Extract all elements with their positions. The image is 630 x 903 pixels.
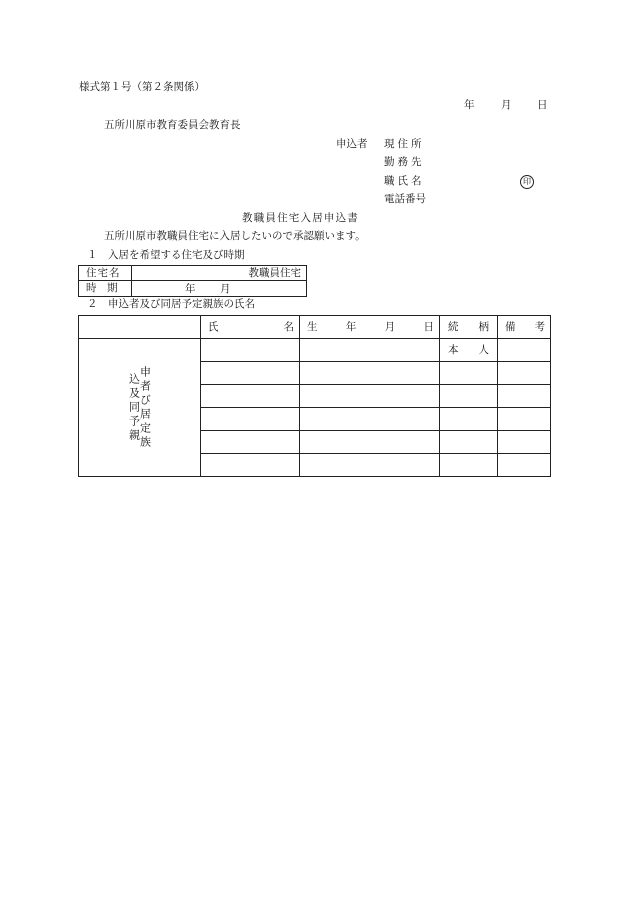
period-value-cell (132, 281, 307, 297)
form-number: 様式第１号（第２条関係） (79, 81, 205, 93)
family-table (78, 315, 551, 477)
side-label-col2: 込及同予親 (127, 372, 141, 443)
table-cell (300, 454, 440, 477)
period-label-cell: 時 期 (79, 281, 132, 297)
remarks-header: 備 考 (498, 316, 551, 339)
section1-heading: １ 入居を希望する住宅及び時期 (87, 249, 245, 261)
intro-text: 五所川原市教職員住宅に入居したいので承認願います。 (104, 230, 366, 242)
table-cell (498, 362, 551, 385)
family-side-label (79, 339, 201, 477)
table-cell (300, 362, 440, 385)
addressee: 五所川原市教育委員会教育長 (104, 119, 241, 131)
housing-name-value-cell: 教職員住宅 (132, 266, 307, 281)
date-line (464, 99, 548, 111)
self-relation-cell: 本 人 (440, 339, 498, 362)
name-label: 職氏名 (384, 175, 425, 187)
table-cell (300, 385, 440, 408)
table-cell (498, 408, 551, 431)
table-cell (201, 408, 300, 431)
table-cell (498, 431, 551, 454)
table-cell (440, 362, 498, 385)
housing-name-label-cell: 住宅名 (79, 266, 132, 281)
birthdate-header: 生 年 月 日 (300, 316, 440, 339)
table-cell (440, 408, 498, 431)
table-cell (300, 339, 440, 362)
date-year: 年 (464, 99, 475, 111)
address-label: 現住所 (384, 138, 425, 150)
period-month: 月 (220, 283, 231, 295)
table-cell (201, 454, 300, 477)
table-cell (201, 385, 300, 408)
blank-header-cell (79, 316, 201, 339)
workplace-label: 勤務先 (384, 156, 425, 168)
phone-label: 電話番号 (384, 193, 426, 205)
housing-table (78, 265, 307, 297)
table-cell (498, 385, 551, 408)
seal-text: 印 (520, 175, 534, 189)
name-header: 氏 名 (201, 316, 300, 339)
section2-heading: ２ 申込者及び同居予定親族の氏名 (87, 298, 255, 310)
table-cell (201, 339, 300, 362)
date-month: 月 (501, 99, 512, 111)
table-cell (440, 454, 498, 477)
document-title: 教職員住宅入居申込書 (242, 212, 359, 224)
table-cell (300, 408, 440, 431)
table-cell (498, 339, 551, 362)
table-cell (440, 385, 498, 408)
table-cell (201, 431, 300, 454)
relation-header: 続 柄 (440, 316, 498, 339)
table-cell (440, 431, 498, 454)
table-cell (201, 362, 300, 385)
table-cell (498, 454, 551, 477)
side-label-col1: 申者び居定族 (138, 365, 152, 450)
applicant-heading: 申込者 (336, 138, 368, 150)
table-cell (300, 431, 440, 454)
seal-mark (520, 175, 534, 189)
date-day: 日 (537, 99, 548, 111)
period-year: 年 (185, 283, 196, 295)
